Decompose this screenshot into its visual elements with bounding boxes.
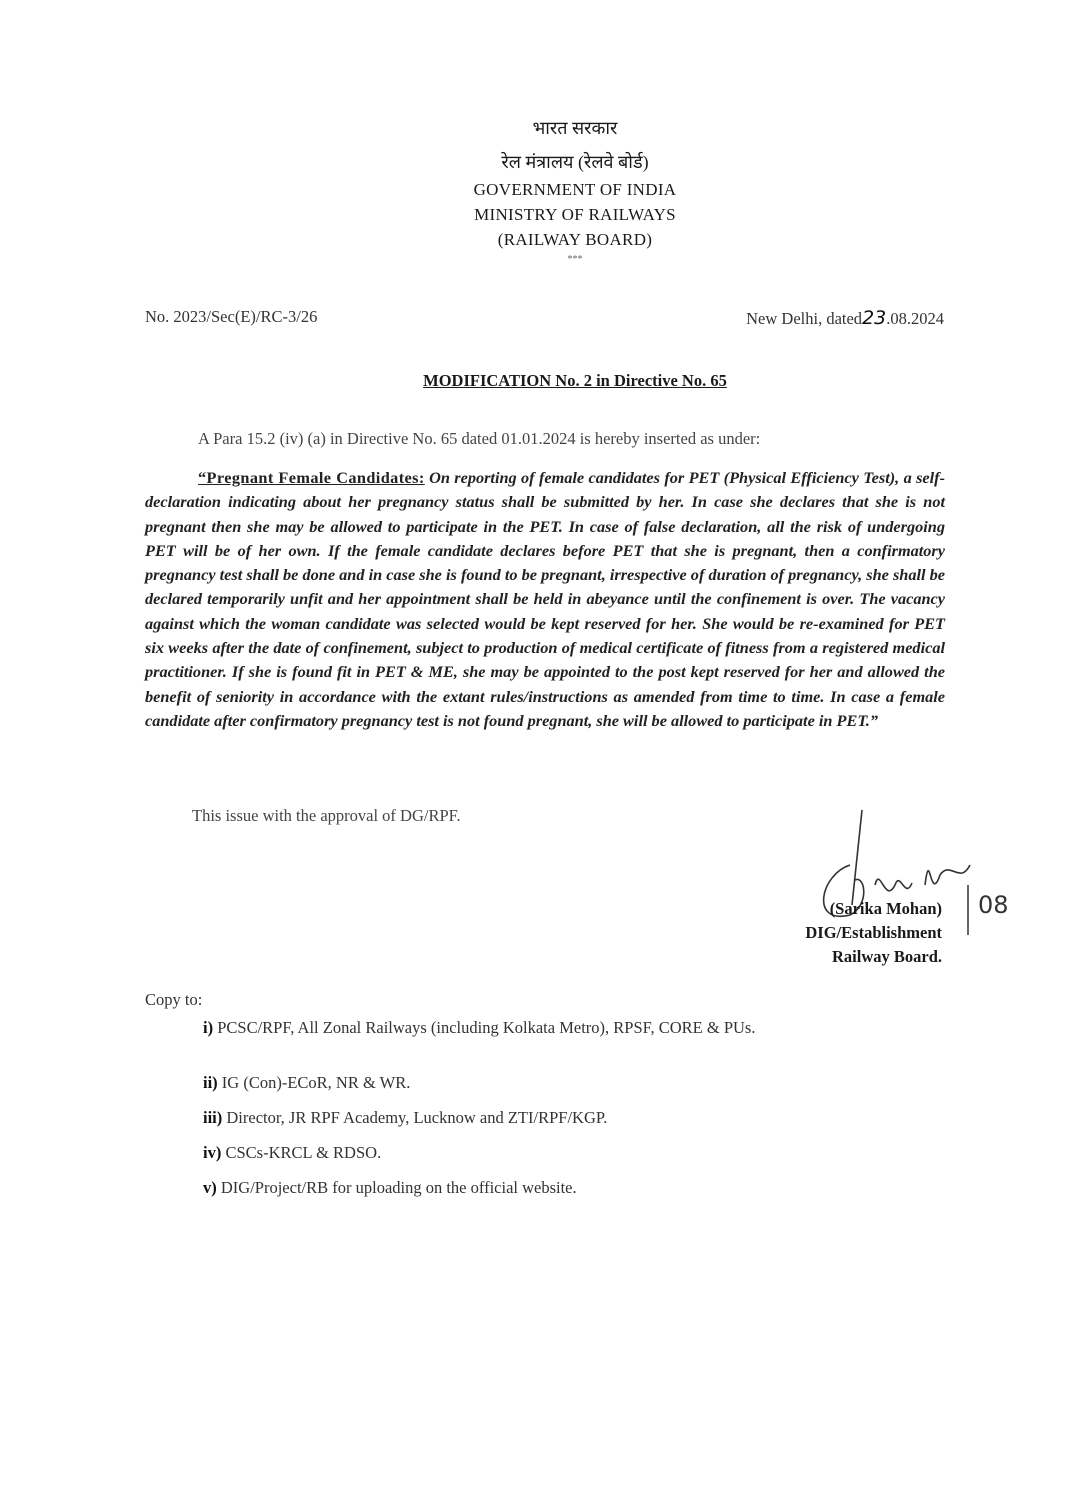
reference-number: No. 2023/Sec(E)/RC-3/26 (145, 307, 318, 326)
copy-to-item (203, 1178, 577, 1198)
copy-to-text: PCSC/RPF, All Zonal Railways (including Kolkata Metro), RPSF, CORE & PUs. (217, 1018, 756, 1037)
header-board: (RAILWAY BOARD) (497, 230, 653, 249)
copy-to-item (203, 1108, 607, 1128)
intro-paragraph: A Para 15.2 (iv) (a) in Directive No. 65 dated 01.01.2024 is hereby inserted as under: (198, 429, 761, 448)
header-stars: *** (567, 254, 583, 265)
date-day-handwritten: 23 (862, 307, 887, 329)
date-rest: .08.2024 (886, 309, 944, 328)
copy-to-item (203, 1143, 381, 1163)
hindi-government-of-india: भारत सरकार (532, 118, 618, 138)
inserted-para-heading: “Pregnant Female Candidates: (198, 468, 425, 487)
copy-to-num: i) (203, 1018, 214, 1037)
copy-to-text: DIG/Project/RB for uploading on the official website. (220, 1178, 577, 1197)
copy-to-item (203, 1073, 410, 1093)
hindi-ministry-of-railways: रेल मंत्रालय (रेलवे बोर्ड) (501, 152, 649, 172)
header-ministry: MINISTRY OF RAILWAYS (474, 205, 676, 224)
document-title: MODIFICATION No. 2 in Directive No. 65 (423, 371, 727, 390)
copy-to-item (203, 1016, 933, 1040)
copy-to-text: CSCs-KRCL & RDSO. (225, 1143, 382, 1162)
date-line (746, 307, 944, 329)
copy-to-num: iii) (203, 1108, 223, 1127)
copy-to-num: ii) (203, 1073, 218, 1092)
inserted-para-text (145, 466, 945, 733)
signatory-name: (Sarika Mohan) (829, 899, 942, 918)
copy-to-num: iv) (203, 1143, 222, 1162)
date-prefix: New Delhi, dated (746, 309, 863, 328)
copy-to-num: v) (203, 1178, 217, 1197)
handwritten-date: 08 (978, 891, 1009, 919)
inserted-para-body: On reporting of female candidates for PET (Physical Efficiency Test), a self-declaration indicating about her pregnancy status shall be submitted by her. In case she declares that she is not pregnant then she may be allowed to participate in the PET. In case of false declaration, all the risk of undergoing PET will be of her own. If the female candidate declares before PET that she is pregnant, then a confirmatory pregnancy test shall be done and in case she is found to be pregnant, irrespective of duration of pregnancy, she shall be declared temporarily unfit and her appointment shall be held in abeyance until the confinement is over. The vacancy against which the woman candidate was selected would be kept reserved for her. She would be re-examined for PET six weeks after the date of confinement, subject to production of medical certificate of fitness from a registered medical practitioner. If she is found fit in PET & ME, she may be appointed to the post kept reserved for her and allowed the benefit of seniority in accordance with the extant rules/instructions as amended from time to time. In case a female candidate after confirmatory pregnancy test is not found pregnant, she will be allowed to participate in PET.” (145, 468, 946, 730)
header-government: GOVERNMENT OF INDIA (473, 180, 677, 199)
copy-to-text: Director, JR RPF Academy, Lucknow and ZTI/RPF/KGP. (226, 1108, 608, 1127)
signature-block (642, 897, 942, 969)
signatory-office: Railway Board. (831, 947, 942, 966)
copy-to-text: IG (Con)-ECoR, NR & WR. (221, 1073, 411, 1092)
copy-to-label: Copy to: (145, 990, 203, 1009)
signatory-designation: DIG/Establishment (805, 923, 942, 942)
approval-note: This issue with the approval of DG/RPF. (192, 806, 461, 825)
